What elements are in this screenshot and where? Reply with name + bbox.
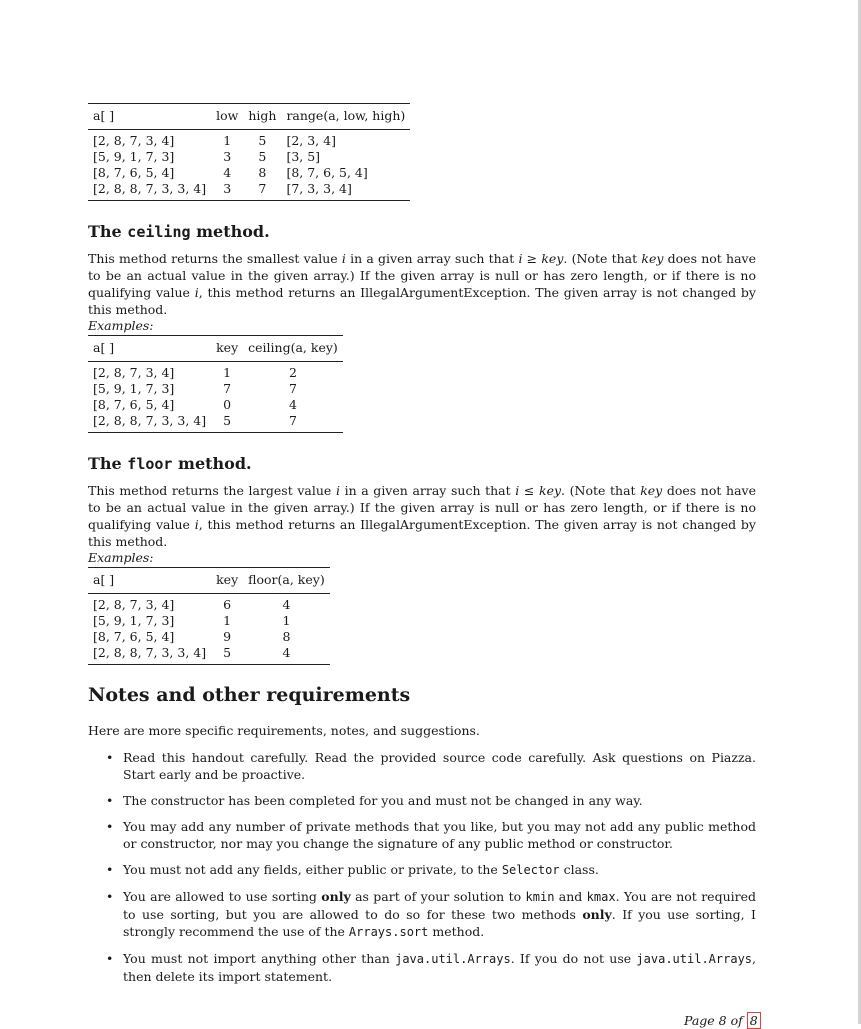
table-cell: [5, 9, 1, 7, 3] — [93, 149, 175, 164]
inline-code: Selector — [501, 863, 560, 877]
col-header-array: a[ ] — [93, 340, 115, 355]
list-text: You must not import anything other than — [123, 951, 396, 966]
table-cell: 5 — [223, 645, 232, 660]
table-cell: 9 — [223, 629, 232, 644]
floor-heading — [88, 454, 252, 473]
ceiling-heading — [88, 222, 270, 241]
list-text: . If you use sorting, I strongly recommend the use of the — [123, 907, 756, 939]
table-cell: 5 — [258, 149, 267, 164]
inline-code: kmax — [586, 890, 616, 904]
list-text: . You are not required to use sorting, but you are allowed to do so for these two methods — [123, 889, 756, 922]
table-cell: 7 — [258, 181, 267, 196]
table-cell: 6 — [223, 597, 232, 612]
table-cell: [3, 5] — [286, 149, 321, 164]
table-cell: [2, 8, 8, 7, 3, 3, 4] — [93, 645, 207, 660]
para-text: , this method returns an IllegalArgumentException. The given array is not changed by this method. — [88, 517, 756, 549]
list-text: You are allowed to use sorting — [123, 889, 322, 904]
list-item — [88, 888, 756, 941]
heading-text: method. — [172, 454, 252, 473]
list-item — [88, 950, 756, 985]
table-row — [88, 397, 343, 413]
table-row — [88, 130, 410, 150]
table-cell: [8, 7, 6, 5, 4] — [93, 629, 175, 644]
math-var: i — [194, 517, 199, 532]
table-row — [88, 181, 410, 201]
notes-list — [88, 749, 756, 994]
table-cell: 3 — [223, 181, 232, 196]
table-cell: 8 — [282, 629, 291, 644]
para-text: , this method returns an IllegalArgumentException. The given array is not changed by this method. — [88, 285, 756, 317]
table-row — [88, 413, 343, 433]
table-row — [88, 629, 330, 645]
inline-code: kmin — [525, 890, 555, 904]
ceiling-examples-table — [88, 335, 343, 433]
page-footer — [684, 1012, 761, 1029]
page-total-link[interactable]: 8 — [747, 1012, 761, 1029]
math-expr: i ≥ key — [518, 251, 564, 266]
col-header-array: a[ ] — [93, 108, 115, 123]
table-cell: 3 — [223, 149, 232, 164]
list-text: , then delete its import statement. — [123, 951, 756, 984]
table-cell: [2, 8, 8, 7, 3, 3, 4] — [93, 413, 207, 428]
table-cell: 5 — [223, 413, 232, 428]
table-cell: 1 — [223, 613, 232, 628]
table-cell: [8, 7, 6, 5, 4] — [93, 165, 175, 180]
table-row — [88, 165, 410, 181]
inline-code: Arrays.sort — [348, 925, 429, 939]
table-cell: [8, 7, 6, 5, 4] — [286, 165, 368, 180]
table-cell: 7 — [289, 381, 297, 396]
table-cell: [5, 9, 1, 7, 3] — [93, 613, 175, 628]
math-var: i — [341, 251, 346, 266]
table-cell: 0 — [223, 397, 232, 412]
table-cell: 7 — [223, 381, 232, 396]
heading-text: The — [88, 222, 128, 241]
table-row — [88, 594, 330, 614]
table-cell: 8 — [258, 165, 267, 180]
list-text: as part of your solution to — [350, 889, 526, 904]
list-text: The constructor has been completed for you and must not be changed in any way. — [123, 793, 643, 808]
table-row — [88, 381, 343, 397]
col-header-key: key — [216, 572, 239, 587]
table-cell: 1 — [282, 613, 291, 628]
math-var: i — [335, 483, 340, 498]
col-header-ceiling: ceiling(a, key) — [248, 340, 338, 355]
list-item — [88, 861, 756, 879]
table-cell: 4 — [223, 165, 232, 180]
table-cell: [2, 8, 7, 3, 4] — [93, 597, 175, 612]
para-text: . (Note that — [563, 251, 642, 266]
math-var: key — [641, 251, 664, 266]
col-header-low: low — [216, 108, 239, 123]
table-row — [88, 149, 410, 165]
para-text: does not have to be an actual value in the given array.) If the given array is null or has zero length, or if there is no qualifying value — [88, 483, 756, 532]
table-cell: 5 — [258, 133, 267, 148]
table-cell: [5, 9, 1, 7, 3] — [93, 381, 175, 396]
floor-examples-table — [88, 567, 330, 665]
table-cell: 1 — [223, 365, 232, 380]
table-cell: 2 — [289, 365, 297, 380]
heading-text: method. — [190, 222, 270, 241]
math-expr: i ≤ key — [515, 483, 562, 498]
heading-text: The — [88, 454, 128, 473]
table-cell: [2, 8, 7, 3, 4] — [93, 133, 175, 148]
math-var: i — [194, 285, 199, 300]
para-text: This method returns the largest value — [88, 483, 336, 498]
list-text: method. — [428, 924, 485, 939]
list-item — [88, 818, 756, 852]
list-text: . If you do not use — [510, 951, 637, 966]
col-header-array: a[ ] — [93, 572, 115, 587]
table-cell: 4 — [282, 597, 291, 612]
table-cell: [2, 3, 4] — [286, 133, 336, 148]
ceiling-examples-label: Examples: — [88, 318, 154, 333]
list-text: You may add any number of private methods that you like, but you may not add any public method or constructor, nor may you change the signature of any public method or constructor. — [123, 819, 756, 851]
list-item — [88, 792, 756, 809]
heading-code: ceiling — [127, 223, 191, 241]
col-header-key: key — [216, 340, 239, 355]
col-header-high: high — [248, 108, 277, 123]
table-cell: [2, 8, 7, 3, 4] — [93, 365, 175, 380]
floor-description — [88, 482, 756, 550]
para-text: in a given array such that — [339, 483, 516, 498]
list-text: and — [554, 889, 587, 904]
math-var: key — [640, 483, 663, 498]
floor-examples-label: Examples: — [88, 550, 154, 565]
table-row — [88, 645, 330, 665]
table-cell: 1 — [223, 133, 232, 148]
table-cell: 4 — [282, 645, 291, 660]
table-cell: 4 — [289, 397, 297, 412]
col-header-range: range(a, low, high) — [286, 108, 406, 123]
bold-text: only — [582, 907, 612, 922]
page-number-text: Page 8 of — [684, 1013, 747, 1028]
table-row — [88, 613, 330, 629]
list-text: Read this handout carefully. Read the provided source code carefully. Ask questions on Piazza. Start early and be proactive. — [123, 750, 756, 782]
list-text: class. — [559, 862, 599, 877]
inline-code: java.util.Arrays — [636, 952, 753, 966]
bold-text: only — [321, 889, 351, 904]
table-row — [88, 362, 343, 382]
para-text: in a given array such that — [345, 251, 519, 266]
inline-code: java.util.Arrays — [395, 952, 511, 966]
table-cell: [7, 3, 3, 4] — [286, 181, 352, 196]
table-cell: [8, 7, 6, 5, 4] — [93, 397, 175, 412]
notes-intro: Here are more specific requirements, notes, and suggestions. — [88, 723, 480, 738]
heading-code: floor — [127, 455, 173, 473]
para-text: . (Note that — [561, 483, 641, 498]
para-text: does not have to be an actual value in the given array.) If the given array is null or has zero length, or if there is no qualifying value — [88, 251, 756, 300]
col-header-floor: floor(a, key) — [248, 572, 325, 587]
notes-heading: Notes and other requirements — [88, 684, 411, 706]
table-cell: 7 — [289, 413, 297, 428]
list-text: You must not add any fields, either public or private, to the — [123, 862, 502, 877]
list-item — [88, 749, 756, 783]
ceiling-description — [88, 250, 756, 318]
para-text: This method returns the smallest value — [88, 251, 342, 266]
table-cell: [2, 8, 8, 7, 3, 3, 4] — [93, 181, 207, 196]
range-examples-table — [88, 103, 410, 201]
